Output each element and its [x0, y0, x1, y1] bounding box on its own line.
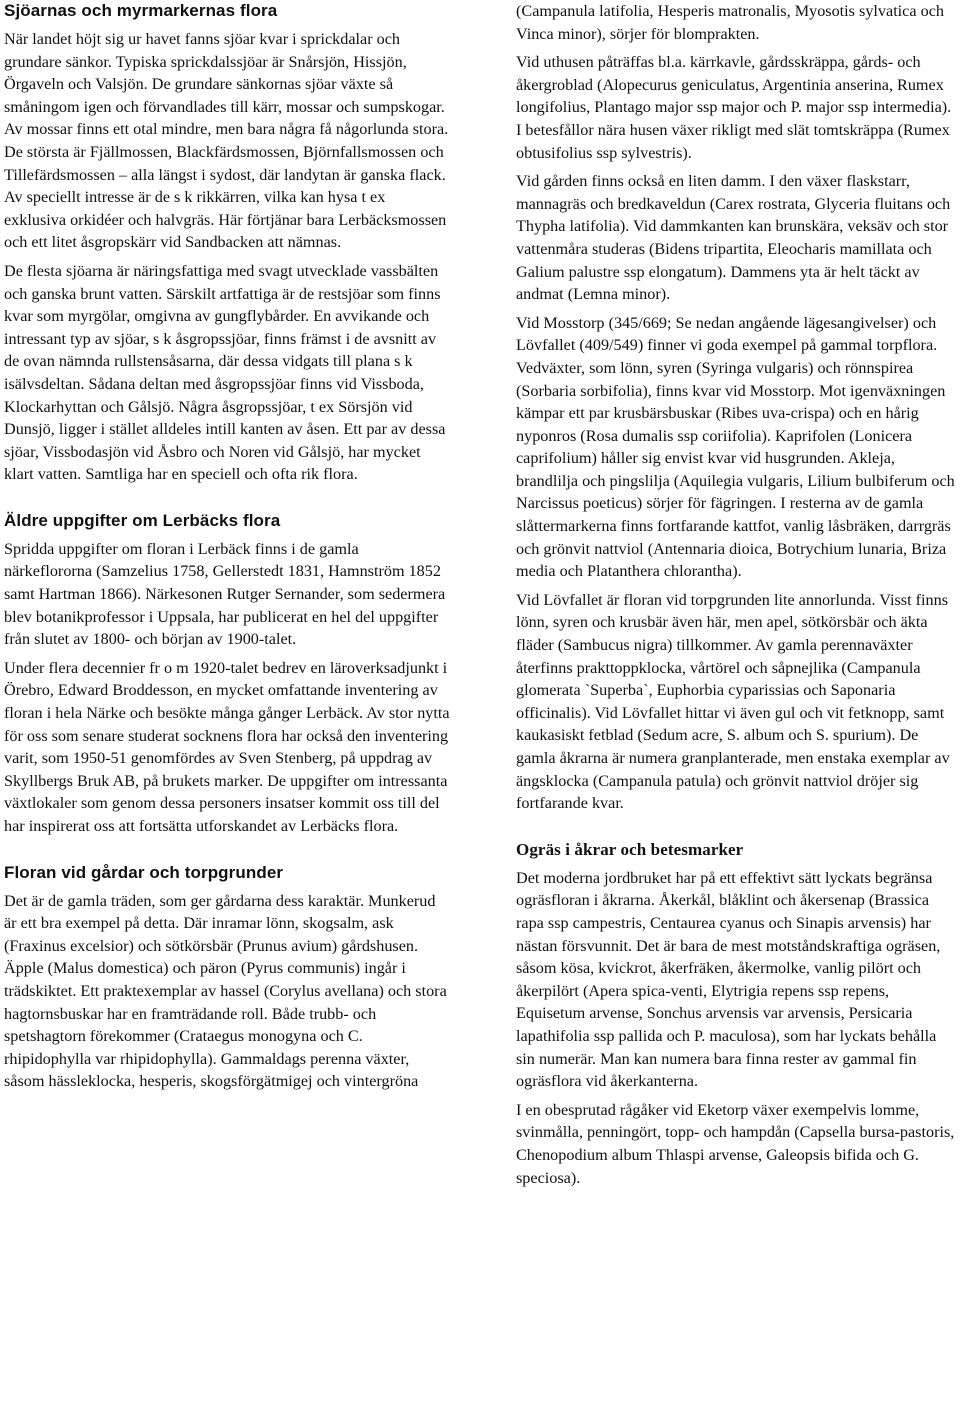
section-heading-farm-flora: Floran vid gårdar och torpgrunder [4, 862, 284, 882]
paragraph: Det moderna jordbruket har på ett effektivt sätt lyckats begränsa ogräsfloran i åkrarna. Åkerkål, blåklint och åkersenap (Brassica rapa ssp campestris, Centaurea cyanus och Sinapis arvensis) har nästan försvunnit. Det är bara de mest motståndskraftiga ogräsen, såsom kösa, kvickrot, åkerfräken, åkermolke, vanlig pilört och åkerpilört (Apera spica-venti, Elytrigia repens ssp repens, Equisetum arvense, Sonchus arvensis var arvensis, Persicaria lapathifolia ssp pallida och P. maculosa), som har lyckats behålla sin numerär. Man kan numera bara finna rester av gammal fin ogräsflora vid åkerkanterna. [516, 868, 941, 1091]
paragraph: De flesta sjöarna är näringsfattiga med svagt utvecklade vassbälten och ganska brunt vatten. Särskilt artfattiga är de restsjöar som finns kvar som myrgölar, omgivna av gungflybårder. En avvikande och intressant typ av sjöar, s k åsgropssjöar, finns främst i de avsnitt av de ovan nämnda rullstensåsarna, där dessa vidgats till plana s k isälvsdeltan. Sådana deltan med åsgropssjöar finns vid Vissboda, Klockarhyttan och Gålsjö. Några åsgropssjöar, t ex Sörsjön vid Dunsjö, ligger i stället alldeles intill kanten av åsen. Ett par av dessa sjöar, Vissbodasjön vid Åsbro och Noren vid Gålsjö, har mycket klart vatten. Samtliga har en speciell och ofta rik flora. [4, 261, 446, 484]
paragraph: Spridda uppgifter om floran i Lerbäck finns i de gamla närkeflororna (Samzelius 1758, Gellerstedt 1831, Hamnström 1852 samt Hartman 1866). Närkesonen Rutger Sernander, som sedermera blev botanikprofessor i Uppsala, har publicerat en hel del uppgifter från slutet av 1800- och början av 1900-talet. [4, 539, 446, 649]
paragraph: Vid Lövfallet är floran vid torpgrunden lite annorlunda. Visst finns lönn, syren och krusbär även här, men apel, sötkörsbär och äkta fläder (Sambucus nigra) tillkommer. Av gamla perennaväxter återfinns prakttoppklocka, vårtörel och såpnejlika (Campanula glomerata `Superba`, Euphorbia cyparissias och Saponaria officinalis). Vid Lövfallet hittar vi även gul och vit fetknopp, samt kaukasiskt fetblad (Sedum acre, S. album och S. spurium). De gamla åkrarna är numera granplanterade, men enstaka exemplar av ängsklocka (Campanula patula) och grönvit nattviol dröjer sig fortfarande kvar. [516, 590, 950, 813]
paragraph: I en obesprutad rågåker vid Eketorp växer exempelvis lomme, svinmålla, penningört, topp- och hampdån (Capsella bursa-pastoris, Chenopodium album Thlaspi arvense, Galeopsis bifida och G. speciosa). [516, 1100, 955, 1187]
paragraph: Vid Mosstorp (345/669; Se nedan angående lägesangivelser) och Lövfallet (409/549) finner vi goda exempel på gammal torpflora. Vedväxter, som lönn, syren (Syringa vulgaris) och rönnspirea (Sorbaria sorbifolia), finns kvar vid Mosstorp. Mot igenväxningen kämpar ett par krusbärsbuskar (Ribes uva-crispa) och en hårig nyponros (Rosa dumalis ssp coriifolia). Kaprifolen (Lonicera caprifolium) håller sig envist kvar vid husgrunden. Akleja, brandlilja och pingslilja (Aquilegia vulgaris, Lilium bulbiferum och Narcissus poeticus) sörjer för fägringen. I resterna av de gamla slåttermarkerna finns fortfarande kattfot, vanlig låsbräken, darrgräs och grönvit nattviol (Antennaria dioica, Botrychium lunaria, Briza media och Platanthera chlorantha). [516, 313, 955, 581]
left-column [4, 0, 450, 1099]
right-column [516, 0, 956, 1195]
section-gap [4, 492, 450, 510]
paragraph: Det är de gamla träden, som ger gårdarna dess karaktär. Munkerud är ett bra exempel på detta. Där inramar lönn, skogsalm, ask (Fraxinus excelsior) och sötkörsbär (Prunus avium) gårdshusen. Äpple (Malus domestica) och päron (Pyrus communis) ingår i trädskiktet. Ett praktexemplar av hassel (Corylus avellana) och stora hagtornsbuskar har en framträdande roll. Både trubb- och spetshagtorn förekommer (Crataegus monogyna och C. rhipidophylla var rhipidophylla). Gammaldags perenna växter, såsom hässleklocka, hesperis, skogsförgätmigej och vintergröna [4, 891, 447, 1091]
section-heading-lakes-mires: Sjöarnas och myrmarkernas flora [4, 1, 278, 20]
section-gap [4, 844, 450, 862]
section-heading-weeds: Ogräs i åkrar och betesmarker [516, 839, 744, 859]
paragraph: Vid uthusen påträffas bl.a. kärrkavle, gårdsskräppa, gårds- och åkergroblad (Alopecurus geniculatus, Argentinia anserina, Rumex longifolius, Plantago major ssp major och P. major ssp intermedia). I betesfållor nära husen växer rikligt med slät tomtskräppa (Rumex obtusifolius ssp sylvestris). [516, 53, 952, 162]
paragraph: (Campanula latifolia, Hesperis matronalis, Myosotis sylvatica och Vinca minor), sörjer för blomprakten. [516, 2, 944, 43]
section-gap [516, 821, 956, 839]
paragraph: Vid gården finns också en liten damm. I den växer flaskstarr, mannagräs och bredkaveldun (Carex rostrata, Glyceria fluitans och Thypha latifolia). Vid dammkanten kan brunskära, veksäv och stor vattenmåra studeras (Bidens tripartita, Eleocharis mamillata och Galium palustre ssp elongatum). Dammens yta är helt täckt av andmat (Lemna minor). [516, 172, 951, 304]
paragraph: Under flera decennier fr o m 1920-talet bedrev en läroverksadjunkt i Örebro, Edward Broddesson, en mycket omfattande inventering av floran i hela Närke och besökte många gånger Lerbäck. Av stor nytta för oss som senare studerat socknens flora har också den inventering varit, som 1950-51 genomfördes av Sven Stenberg, på uppdrag av Skyllbergs Bruk AB, på brukets marker. De uppgifter om intressanta växtlokaler som genom dessa personers insatser kommit oss till del har inspirerat oss att fortsätta utforskandet av Lerbäcks flora. [4, 658, 450, 835]
section-heading-older-records: Äldre uppgifter om Lerbäcks flora [4, 510, 281, 530]
paragraph: När landet höjt sig ur havet fanns sjöar kvar i sprickdalar och grundare sänkor. Typiska sprickdalssjöar är Snårsjön, Hissjön, Örgaveln och Valsjön. De grundare sänkornas sjöar växte så småningom igen och förvandlades till kärr, mossar och sumpskogar. Av mossar finns ett otal mindre, men bara några få någorlunda stora. De största är Fjällmossen, Blackfärdsmossen, Björnfallsmossen och Tillefärdsmossen – alla längst i sydost, där landytan är ganska flack. Av speciellt intresse är de s k rikkärren, vilka kan hysa t ex exklusiva orkidéer och halvgräs. Här förtjänar bara Lerbäcksmossen och ett litet åsgropskärr vid Sandbacken att nämnas. [4, 30, 449, 252]
